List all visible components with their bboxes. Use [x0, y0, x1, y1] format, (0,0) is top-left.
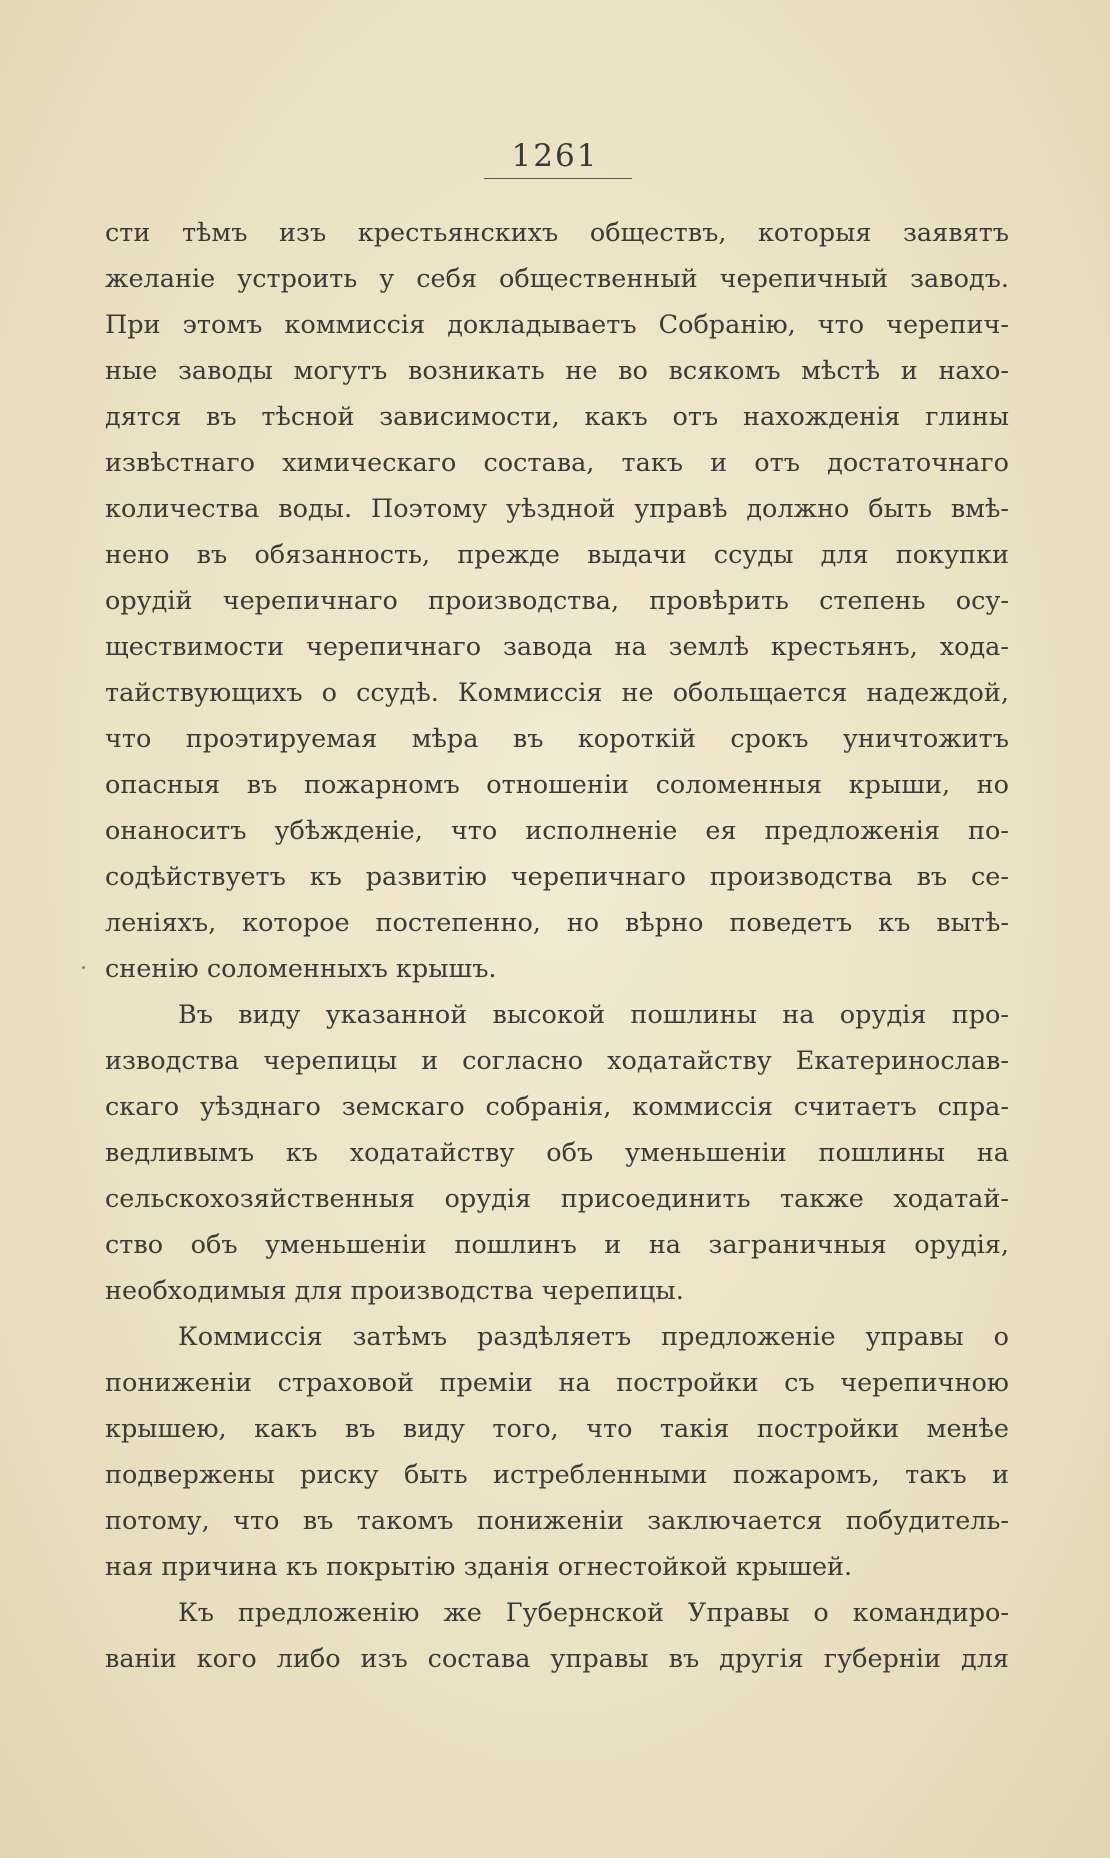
text-line: нено въ обязанность, прежде выдачи ссуды для покупки — [105, 540, 1009, 570]
text-line: подвержены риску быть истребленными пожаромъ, такъ и — [105, 1460, 1009, 1490]
text-line: содѣйствуетъ къ развитію черепичнаго производства въ се- — [105, 862, 1009, 892]
text-line: орудій черепичнаго производства, провѣрить степень осу- — [105, 586, 1009, 616]
text-line: извѣстнаго химическаго состава, такъ и отъ достаточнаго — [105, 448, 1009, 478]
page-number: 1261 — [511, 138, 599, 174]
text-line: количества воды. Поэтому уѣздной управѣ должно быть вмѣ- — [105, 494, 1009, 524]
paragraph-first-line: Къ предложенію же Губернской Управы о командиро- — [178, 1598, 1009, 1628]
text-line: тайствующихъ о ссудѣ. Коммиссія не обольщается надеждой, — [105, 678, 1009, 708]
text-line: желаніе устроить у себя общественный черепичный заводъ. — [105, 264, 1009, 294]
text-line: пониженіи страховой преміи на постройки съ черепичною — [105, 1368, 1009, 1398]
paragraph-first-line: Въ виду указанной высокой пошлины на орудія про- — [178, 1000, 1009, 1030]
text-line: крышею, какъ въ виду того, что такія постройки менѣе — [105, 1414, 1009, 1444]
text-line: онаноситъ убѣжденіе, что исполненіе ея предложенія по- — [105, 816, 1009, 846]
text-line: ществимости черепичнаго завода на землѣ крестьянъ, хода- — [105, 632, 1009, 662]
paragraph-end-line: сненію соломенныхъ крышъ. — [105, 954, 497, 984]
text-line: потому, что въ такомъ пониженіи заключается побудитель- — [105, 1506, 1009, 1536]
paragraph-end-line: ная причина къ покрытію зданія огнестойкой крышей. — [105, 1552, 853, 1582]
text-line: скаго уѣзднаго земскаго собранія, коммиссія считаетъ спра- — [105, 1092, 1009, 1122]
text-line: сельскохозяйственныя орудія присоединить также ходатай- — [105, 1184, 1009, 1214]
text-line: дятся въ тѣсной зависимости, какъ отъ нахожденія глины — [105, 402, 1009, 432]
page-number-rule — [484, 178, 632, 179]
paper-speck — [82, 966, 85, 969]
text-line: ведливымъ къ ходатайству объ уменьшеніи пошлины на — [105, 1138, 1009, 1168]
text-line: что проэтируемая мѣра въ короткій срокъ уничтожитъ — [105, 724, 1009, 754]
paragraph-end-line: необходимыя для производства черепицы. — [105, 1276, 684, 1306]
text-line: ство объ уменьшеніи пошлинъ и на заграничныя орудія, — [105, 1230, 1009, 1260]
text-line: опасныя въ пожарномъ отношеніи соломенныя крыши, но — [105, 770, 1009, 800]
text-line: леніяхъ, которое постепенно, но вѣрно поведетъ къ вытѣ- — [105, 908, 1009, 938]
paragraph-first-line: Коммиссія затѣмъ раздѣляетъ предложеніе управы о — [178, 1322, 1009, 1352]
text-line: изводства черепицы и согласно ходатайству Екатеринослав- — [105, 1046, 1009, 1076]
text-line: ные заводы могутъ возникать не во всякомъ мѣстѣ и нахо- — [105, 356, 1009, 386]
text-line: При этомъ коммиссія докладываетъ Собранію, что черепич- — [105, 310, 1009, 340]
text-line: ваніи кого либо изъ состава управы въ другія губерніи для — [105, 1644, 1009, 1674]
text-line: сти тѣмъ изъ крестьянскихъ обществъ, которыя заявятъ — [105, 218, 1009, 248]
